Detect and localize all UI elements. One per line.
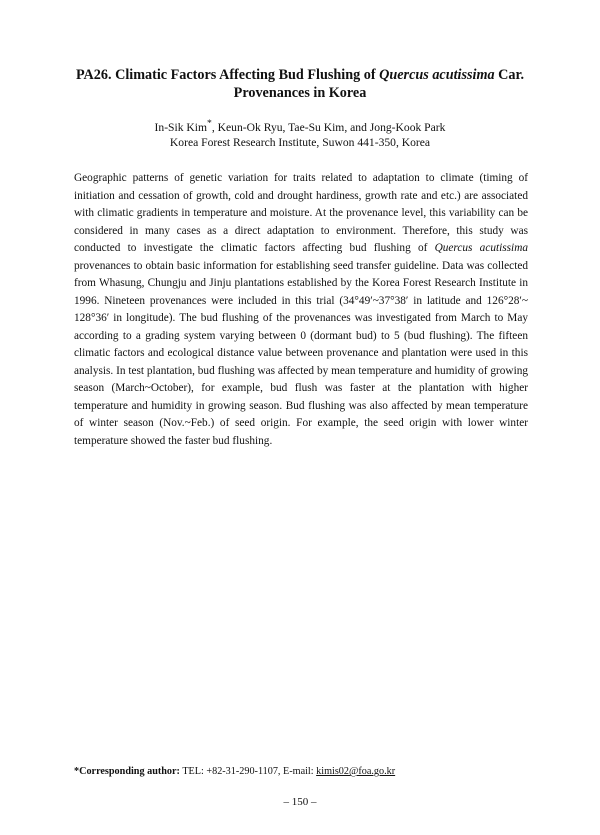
corresponding-mark: * — [207, 118, 212, 129]
email-link[interactable]: kimis02@foa.go.kr — [316, 766, 396, 777]
abstract-species-name: Quercus acutissima — [434, 242, 528, 254]
title-line1-suffix: Car. — [494, 67, 525, 83]
co-authors: , Keun-Ok Ryu, Tae-Su Kim, and Jong-Kook Park — [211, 120, 446, 134]
contact-info: TEL: +82-31-290-1107, E-mail: — [179, 766, 317, 777]
title-line2-text: Provenances in Korea — [233, 85, 367, 101]
corresponding-author-label: *Corresponding author: — [74, 766, 180, 777]
paper-title — [70, 66, 530, 102]
corresponding-author-note — [74, 766, 534, 778]
title-line1-text: PA26. Climatic Factors Affecting Bud Flushing of — [75, 67, 380, 83]
abstract-body — [74, 170, 528, 450]
first-author: In-Sik Kim — [154, 120, 208, 134]
abstract-text-part2: provenances to obtain basic information for establishing seed transfer guideline. Data was collected from Whasung, Chungju and Jinju plantations established by the Korea Forest Research Institute in 1996. Nineteen provenances were included in this trial (34°49′~37°38′ in latitude and 126°28′~ 128°36′ in longitude). The bud flushing of the provenances was investigated from March to May according to a grading system varying between 0 (dormant bud) to 5 (bud flushing). The fifteen climatic factors and ecological distance value between provenance and plantation were used in this analysis. In test plantation, bud flushing was affected by mean temperature and humidity of growing season (March~October), for example, bud flush was faster at the plantation with higher temperature and humidity in growing season. Bud flushing was also affected by mean temperature of winter season (Nov.~Feb.) of seed origin. For example, the seed origin with lower winter temperature showed the faster bud flushing. — [74, 259, 528, 447]
author-list — [70, 117, 530, 135]
page-number: – 150 – — [283, 796, 317, 808]
abstract-text-part1: Geographic patterns of genetic variation for traits related to adaptation to climate (timing of initiation and cessation of growth, cold and drought hardiness, growth rate and etc.) are associated with climatic gradients in temperature and moisture. At the provenance level, this variability can be considered in many cases as a direct adaptation to environment. Therefore, this study was conducted to investigate the climatic factors affecting bud flushing of — [74, 172, 528, 254]
affiliation: Korea Forest Research Institute, Suwon 441-350, Korea — [169, 136, 431, 149]
title-species-name: Quercus acutissima — [379, 67, 495, 83]
